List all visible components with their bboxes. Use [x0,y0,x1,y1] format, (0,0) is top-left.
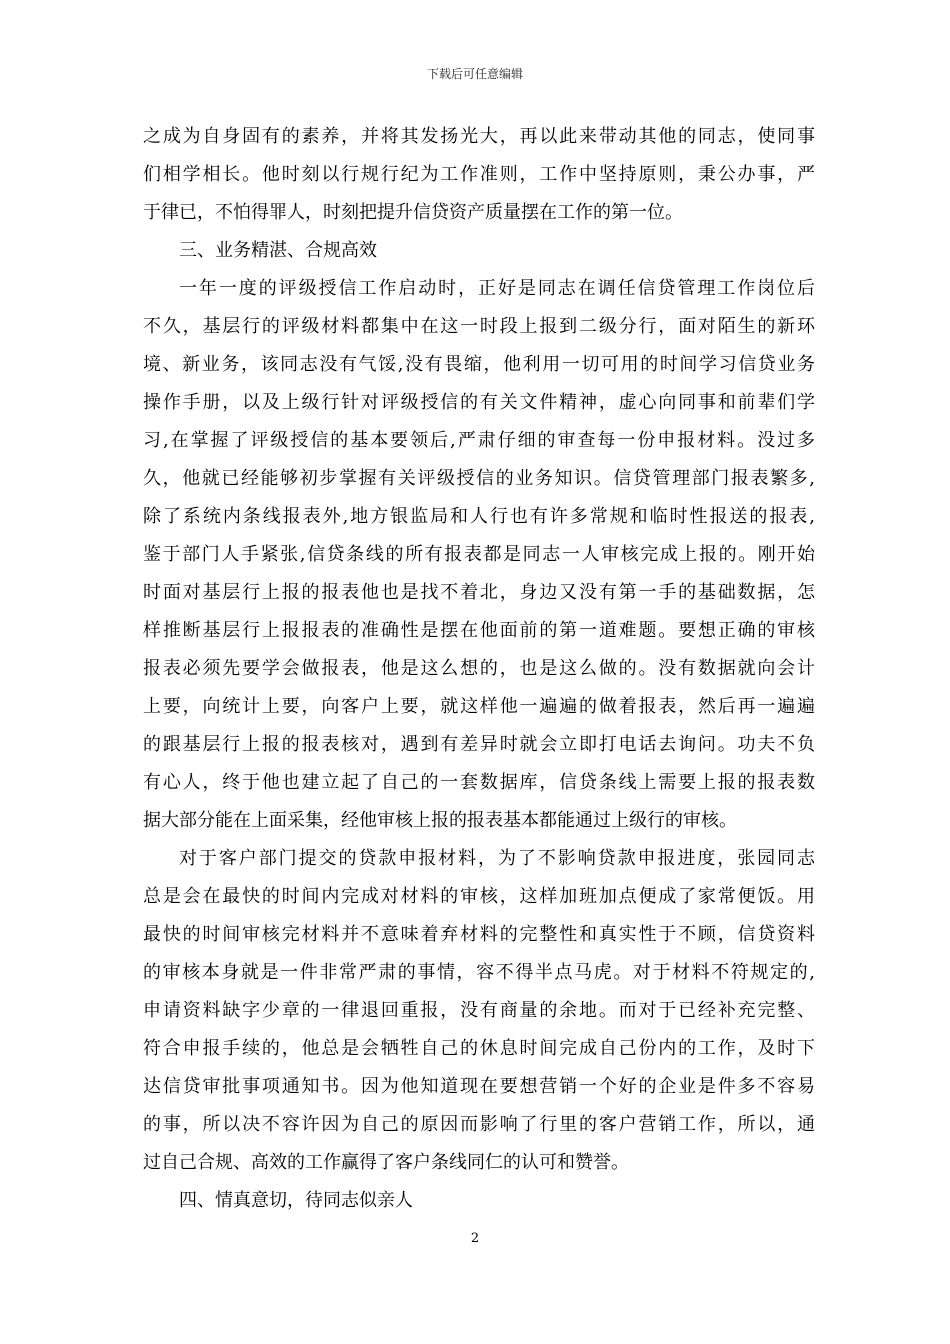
paragraph-line: 时面对基层行上报的报表他也是找不着北，身边又没有第一手的基础数据，怎 [143,582,815,603]
paragraph-line: 上要，向统计上要，向客户上要，就这样他一遍遍的做着报表，然后再一遍遍 [143,696,815,717]
paragraph-line: 最快的时间审核完材料并不意味着弃材料的完整性和真实性于不顾，信贷资料 [143,924,815,945]
paragraph-line: 符合申报手续的，他总是会牺牲自己的休息时间完成自己份内的工作，及时下 [143,1038,815,1059]
paragraph-line: 总是会在最快的时间内完成对材料的审核，这样加班加点便成了家常便饭。用 [143,886,815,907]
paragraph-line: 报表必须先要学会做报表，他是这么想的，也是这么做的。没有数据就向会计 [143,658,815,679]
paragraph-line: 对于客户部门提交的贷款申报材料，为了不影响贷款申报进度，张园同志 [179,848,815,869]
paragraph-line: 达信贷审批事项通知书。因为他知道现在要想营销一个好的企业是件多不容易 [143,1076,815,1097]
paragraph-line: 申请资料缺字少章的一律退回重报，没有商量的余地。而对于已经补充完整、 [143,1000,815,1021]
paragraph-line: 操作手册，以及上级行针对评级授信的有关文件精神，虚心向同事和前辈们学 [143,392,815,413]
paragraph-line: 之成为自身固有的素养，并将其发扬光大，再以此来带动其他的同志，使同事 [143,126,815,147]
paragraph-line: 的跟基层行上报的报表核对，遇到有差异时就会立即打电话去询问。功夫不负 [143,734,815,755]
paragraph-line: 们相学相长。他时刻以行规行纪为工作准则，工作中坚持原则，秉公办事，严 [143,164,815,185]
paragraph-line: 久，他就已经能够初步掌握有关评级授信的业务知识。信贷管理部门报表繁多, [143,468,815,489]
paragraph-line: 的审核本身就是一件非常严肃的事情，容不得半点马虎。对于材料不符规定的, [143,962,815,983]
section-heading: 四、情真意切，待同志似亲人 [179,1190,413,1211]
paragraph-line: 过自己合规、高效的工作赢得了客户条线同仁的认可和赞誉。 [143,1152,629,1173]
paragraph-line: 的事，所以决不容许因为自己的原因而影响了行里的客户营销工作，所以，通 [143,1114,815,1135]
paragraph-line: 除了系统内条线报表外,地方银监局和人行也有许多常规和临时性报送的报表, [143,506,815,527]
paragraph-line: 一年一度的评级授信工作启动时，正好是同志在调任信贷管理工作岗位后 [179,278,815,299]
paragraph-line: 不久，基层行的评级材料都集中在这一时段上报到二级分行，面对陌生的新环 [143,316,815,337]
paragraph-line: 于律已，不怕得罪人，时刻把提升信贷资产质量摆在工作的第一位。 [143,202,683,223]
page-header: 下载后可任意编辑 [426,67,523,81]
paragraph-line: 鉴于部门人手紧张,信贷条线的所有报表都是同志一人审核完成上报的。刚开始 [143,544,815,565]
paragraph-line: 习,在掌握了评级授信的基本要领后,严肃仔细的审查每一份申报材料。没过多 [143,430,815,451]
paragraph-line: 据大部分能在上面采集，经他审核上报的报表基本都能通过上级行的审核。 [143,810,737,831]
paragraph-line: 有心人，终于他也建立起了自己的一套数据库，信贷条线上需要上报的报表数 [143,772,815,793]
page-number: 2 [470,1231,480,1246]
paragraph-line: 境、新业务，该同志没有气馁,没有畏缩，他利用一切可用的时间学习信贷业务 [143,354,815,375]
document-body [143,118,815,1220]
paragraph-line: 样推断基层行上报报表的准确性是摆在他面前的第一道难题。要想正确的审核 [143,620,815,641]
section-heading: 三、业务精湛、合规高效 [179,240,377,261]
